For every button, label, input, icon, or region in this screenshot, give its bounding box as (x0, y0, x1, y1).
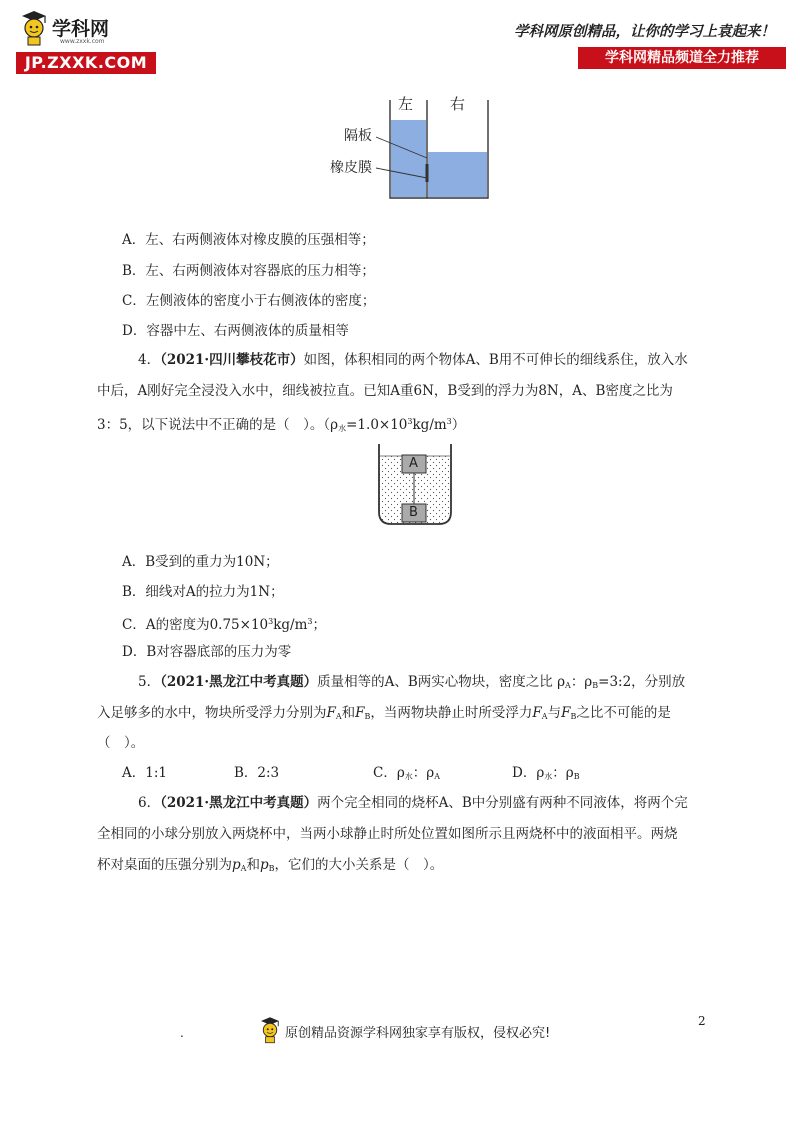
q5-text-1c: =3:2，分别放 (598, 674, 686, 690)
q4-option-c-text: C．A的密度为0.75×10 (122, 617, 269, 633)
q4-line-2: 中后，A刚好完全浸没入水中，细线被拉直。已知A重6N，B受到的浮力为8N，A、B密度之比为 (97, 383, 673, 399)
q4-text-3c: kg/m (412, 417, 447, 433)
q5-option-d-sub2: B (573, 772, 580, 781)
logo-url: www.zxxk.com (60, 38, 105, 45)
q6-pa: p (232, 857, 241, 873)
q5-option-d (512, 763, 580, 787)
mascot-icon (18, 8, 50, 48)
q4-text-3b: =1.0×10 (346, 417, 408, 433)
q6-text-3c: ，它们的大小关系是（ ）。 (274, 857, 444, 873)
q4-option-a: A．B受到的重力为10N； (122, 554, 279, 570)
q5-option-d-2: ：ρ (552, 765, 574, 781)
q5-fa-sub: A (335, 712, 342, 721)
q4-option-c-sup2: 3 (307, 617, 313, 626)
q5-source: （2021·黑龙江中考真题） (160, 674, 318, 690)
q3-option-b: B．左、右两侧液体对容器底的压力相等； (122, 263, 375, 279)
q6-pb-sub: B (268, 864, 275, 873)
q5-fb-sub: B (364, 712, 371, 721)
footer-dot: . (180, 1026, 184, 1040)
site-banner: JP.ZXXK.COM (16, 52, 156, 74)
block-a-label: A (409, 456, 418, 471)
q6-text-3b: 和 (246, 857, 260, 873)
q6-source: （2021·黑龙江中考真题） (160, 795, 318, 811)
q4-option-b: B．细线对A的拉力为1N； (122, 584, 284, 600)
q5-option-c-sub2: A (434, 772, 440, 781)
q5-option-c (373, 763, 440, 787)
q6-line-2: 全相同的小球分别放入两烧杯中，当两小球静止时所处位置如图所示且两烧杯中的液面相平。两烧 (97, 826, 678, 842)
label-left: 左 (398, 95, 414, 113)
logo-name: 学科网 (52, 18, 110, 40)
q6-pb: p (259, 857, 269, 873)
q4-text-1: 如图，体积相同的两个物体A、B用不可伸长的细线系住，放入水 (303, 352, 688, 368)
q3-option-a: A．左、右两侧液体对橡皮膜的压强相等； (122, 232, 375, 248)
q5-option-c-1: C．ρ (373, 765, 405, 781)
q5-line-2 (97, 703, 671, 727)
q4-sup2: 3 (446, 417, 452, 426)
q6-text-3a: 杯对桌面的压强分别为 (97, 857, 232, 873)
q6-line-3 (97, 855, 443, 879)
q4-line-3 (97, 412, 465, 439)
q5-fa2-sub: A (541, 712, 548, 721)
q5-text-2e: 之比不可能的是 (576, 705, 671, 721)
q5-line-3: （ ）。 (97, 735, 145, 751)
q4-option-c (122, 612, 326, 635)
q4-option-c-unit: kg/m (273, 617, 308, 633)
label-right: 右 (450, 95, 466, 113)
q5-option-d-sub1: 水 (544, 772, 553, 781)
q5-option-d-1: D．ρ (512, 765, 545, 781)
q5-line-1 (138, 672, 685, 696)
q5-text-1b: ：ρ (570, 674, 593, 690)
q5-text-2c: ，当两物块静止时所受浮力 (370, 705, 533, 721)
page-number: 2 (698, 1014, 706, 1028)
q5-fa2: F (532, 705, 542, 721)
q5-fb2-sub: B (570, 712, 577, 721)
label-membrane: 橡皮膜 (330, 160, 372, 176)
label-partition: 隔板 (344, 128, 372, 144)
q5-text-2b: 和 (341, 705, 356, 721)
recommend-banner: 学科网精品频道全力推荐 (578, 47, 786, 69)
q6-number: 6． (138, 795, 161, 811)
q4-option-c-sup: 3 (268, 617, 274, 626)
q6-text-1: 两个完全相同的烧杯A、B中分别盛有两种不同液体，将两个完 (317, 795, 688, 811)
q4-line-1 (138, 350, 688, 370)
q5-option-a: A．1:1 (122, 765, 167, 781)
q5-sub-b: B (592, 681, 599, 690)
q3-option-c: C．左侧液体的密度小于右侧液体的密度； (122, 293, 376, 309)
q6-line-1 (138, 793, 688, 813)
q3-option-d: D．容器中左、右两侧液体的质量相等 (122, 323, 349, 339)
q5-option-c-sub1: 水 (404, 772, 413, 781)
q4-rho-sub: 水 (338, 424, 347, 433)
q4-source: （2021·四川攀枝花市） (160, 352, 304, 368)
q5-fb: F (355, 705, 365, 721)
q5-number: 5． (138, 674, 161, 690)
q5-option-c-2: ：ρ (412, 765, 435, 781)
q5-fb2: F (561, 705, 571, 721)
block-b-label: B (409, 505, 418, 520)
copyright-text: 原创精品资源学科网独家享有版权，侵权必究! (285, 1026, 551, 1041)
q5-text-2d: 与 (547, 705, 562, 721)
slogan: 学科网原创精品，让你的学习上袁起来！ (514, 23, 775, 40)
mascot-footer-icon (258, 1015, 282, 1045)
q4-option-d: D．B对容器底部的压力为零 (122, 644, 292, 660)
q4-sup: 3 (407, 417, 413, 426)
q6-pa-sub: A (240, 864, 247, 873)
q5-text-1a: 质量相等的A、B两实心物块，密度之比 ρ (317, 674, 566, 690)
q4-text-3d: ） (451, 417, 466, 433)
q5-option-b: B．2:3 (234, 765, 280, 781)
q4-number: 4． (138, 352, 161, 368)
q4-option-c-end: ； (312, 617, 326, 633)
q4-text-3a: 3：5，以下说法中不正确的是（ ）。（ρ (97, 417, 339, 433)
q5-text-2a: 入足够多的水中，物块所受浮力分别为 (97, 705, 327, 721)
q5-fa: F (326, 705, 336, 721)
q5-sub-a: A (565, 681, 571, 690)
